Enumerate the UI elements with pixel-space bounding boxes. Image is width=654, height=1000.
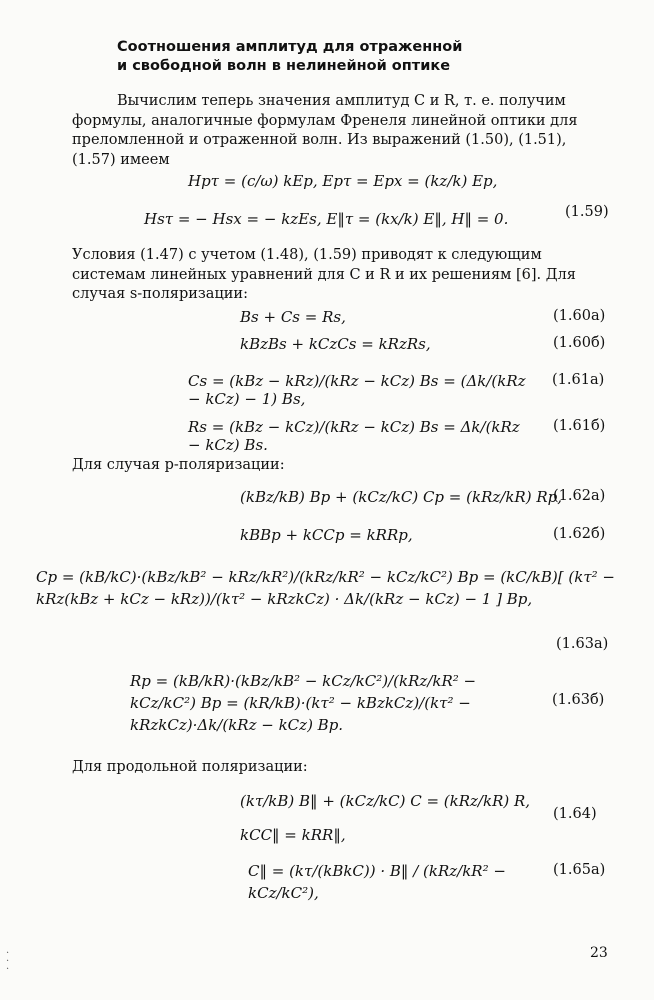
heading-line-2: и свободной волн в нелинейной оптике [117, 58, 451, 74]
equation-1-63a: Cp = (kB/kC)·(kBz/kB² − kRz/kR²)/(kRz/kR² − kCz/kC²) Bp = (kC/kB)[ (kτ² − kRz(kBz + kCz − kRz))/(kτ² − kRzkCz) · Δk/(kRz − kCz) − 1 ] Bp, [36, 568, 615, 608]
equation-1-62b: kBBp + kCCp = kRRp, [240, 526, 413, 544]
equation-number-1-65a: (1.65а) [553, 862, 606, 878]
equation-1-64-line-2: kCC‖ = kRR‖, [240, 826, 346, 844]
equation-1-62a: (kBz/kB) Bp + (kCz/kC) Cp = (kRz/kR) Rp, [240, 488, 562, 506]
equation-number-1-60a: (1.60а) [553, 308, 606, 324]
equation-1-61a: Cs = (kBz − kRz)/(kRz − kCz) Bs = (Δk/(kRz − kCz) − 1) Bs, [188, 372, 526, 408]
heading-line-1: Соотношения амплитуд для отраженной [117, 39, 463, 55]
equation-number-1-63b: (1.63б) [552, 692, 605, 708]
equation-number-1-64: (1.64) [553, 806, 597, 822]
equation-1-60a: Bs + Cs = Rs, [240, 308, 346, 326]
equation-number-1-61a: (1.61а) [552, 372, 605, 388]
equation-1-65a: C‖ = (kτ/(kBkC)) · B‖ / (kRz/kR² − kCz/kC²), [248, 862, 506, 902]
equation-number-1-63a: (1.63а) [556, 636, 609, 652]
equation-number-1-62b: (1.62б) [553, 526, 606, 542]
equation-number-1-59: (1.59) [565, 204, 609, 220]
page-number: 23 [590, 945, 608, 961]
p-polarization-label: Для случая p-поляризации: [72, 457, 285, 473]
equation-1-60b: kBzBs + kCzCs = kRzRs, [240, 335, 431, 353]
equation-1-59-line-1: Hpτ = (c/ω) kEp, Epτ = Epx = (kz/k) Ep, [188, 172, 498, 190]
margin-dots: · · · [6, 948, 10, 975]
intro-paragraph: Вычислим теперь значения амплитуд C и R, т. е. получим формулы, аналогичные формулам Френеля линейной оптики для преломленной и отраженной волн. Из выражений (1.50), (1.51), (1.57) имеем [72, 93, 578, 168]
equation-1-63b: Rp = (kB/kR)·(kBz/kB² − kCz/kC²)/(kRz/kR² − kCz/kC²) Bp = (kR/kB)·(kτ² − kBzkCz)/(kτ² − kRzkCz)·Δk/(kRz − kCz) Bp. [130, 672, 477, 734]
conditions-paragraph: Условия (1.47) с учетом (1.48), (1.59) приводят к следующим системам линейных уравнений для C и R и их решениям [6]. Для случая s-поляризации: [72, 247, 576, 302]
equation-1-64-line-1: (kτ/kB) B‖ + (kCz/kC) C = (kRz/kR) R, [240, 792, 531, 810]
equation-1-61b: Rs = (kBz − kCz)/(kRz − kCz) Bs = Δk/(kRz − kCz) Bs. [188, 418, 520, 454]
equation-number-1-61b: (1.61б) [553, 418, 606, 434]
equation-1-59-line-2: Hsτ = − Hsx = − kzEs, E‖τ = (kx/k) E‖, H‖ = 0. [144, 210, 509, 228]
section-heading [117, 38, 462, 76]
equation-number-1-60b: (1.60б) [553, 335, 606, 351]
longitudinal-polarization-label: Для продольной поляризации: [72, 759, 308, 775]
equation-number-1-62a: (1.62а) [553, 488, 606, 504]
